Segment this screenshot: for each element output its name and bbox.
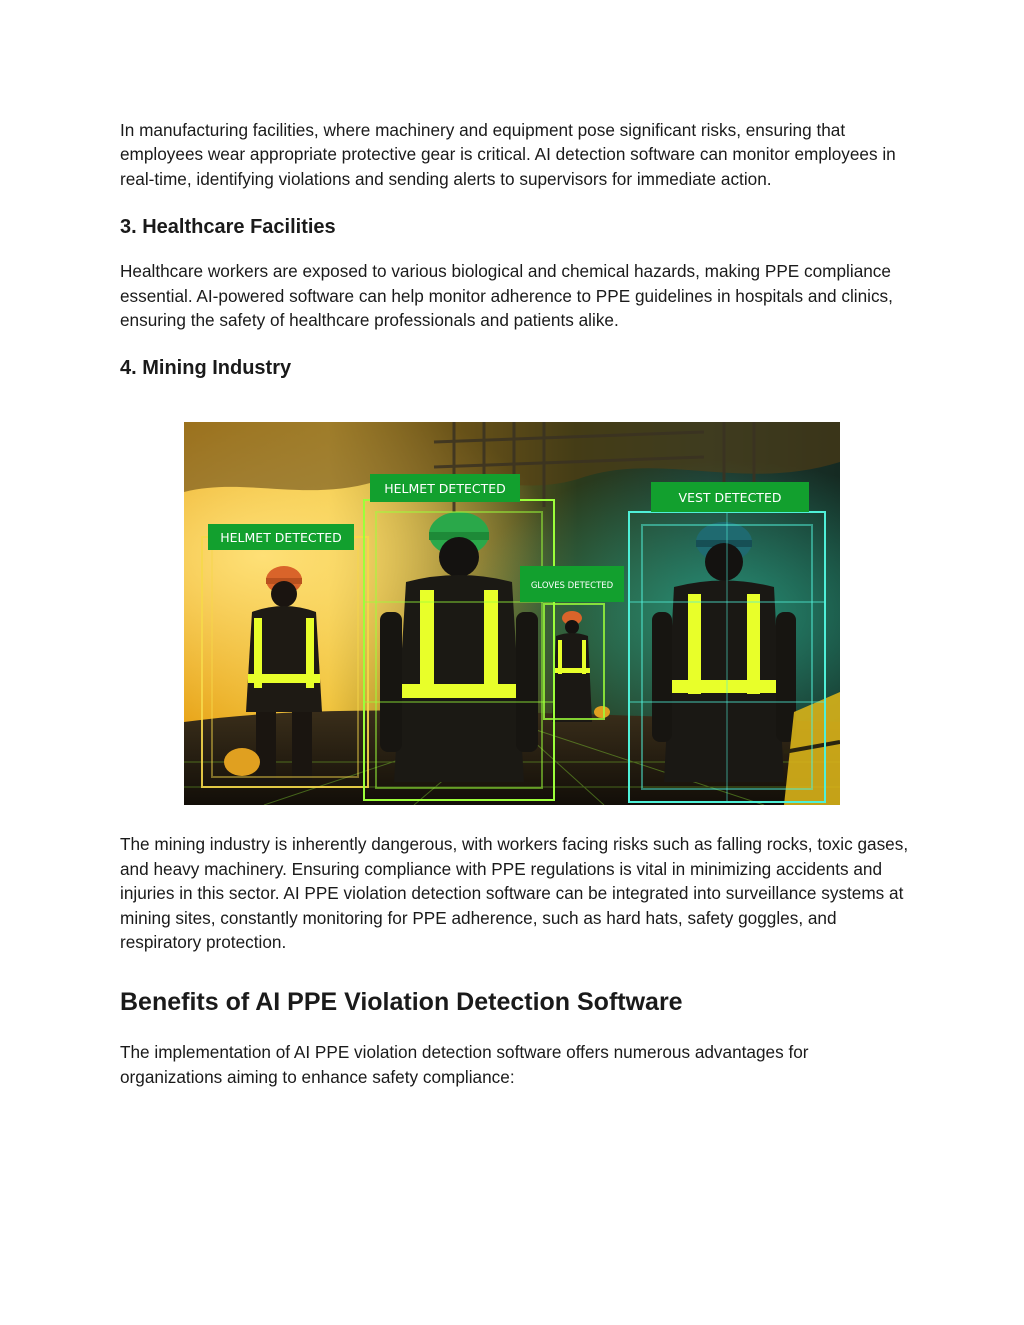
paragraph-benefits: The implementation of AI PPE violation detection software offers numerous advantages for organizations aiming to enhance safety compliance: xyxy=(120,1042,809,1087)
paragraph-manufacturing: In manufacturing facilities, where machinery and equipment pose significant risks, ensuring that employees wear appropriate protective gear is critical. AI detection software can monitor employees in real-time, identifying violations and sending alerts to supervisors for immediate action. xyxy=(120,120,896,189)
mining-ppe-detection-image xyxy=(184,422,840,805)
label-helmet-left xyxy=(208,524,354,550)
svg-text:VEST DETECTED: VEST DETECTED xyxy=(678,490,782,506)
heading-benefits: Benefits of AI PPE Violation Detection Software xyxy=(120,988,683,1017)
label-vest-right xyxy=(651,482,809,512)
document-page xyxy=(120,118,910,1089)
label-gloves xyxy=(520,566,624,602)
heading-mining-industry: 4. Mining Industry xyxy=(120,357,292,380)
svg-text:GLOVES DETECTED: GLOVES DETECTED xyxy=(530,581,614,592)
heading-healthcare-facilities: 3. Healthcare Facilities xyxy=(120,216,336,239)
svg-text:HELMET DETECTED: HELMET DETECTED xyxy=(220,530,342,546)
paragraph-mining: The mining industry is inherently dangerous, with workers facing risks such as falling rocks, toxic gases, and heavy machinery. Ensuring compliance with PPE regulations is vital in minimizing accidents and injuries in this sector. AI PPE violation detection software can be integrated into surveillance systems at mining sites, constantly monitoring for PPE adherence, such as hard hats, safety goggles, and respiratory protection. xyxy=(120,834,909,953)
label-helmet-center xyxy=(370,474,520,502)
svg-text:HELMET DETECTED: HELMET DETECTED xyxy=(384,481,506,497)
paragraph-healthcare: Healthcare workers are exposed to various biological and chemical hazards, making PPE compliance essential. AI-powered software can help monitor adherence to PPE guidelines in hospitals and clinics, ensuring the safety of healthcare professionals and patients alike. xyxy=(120,261,893,331)
